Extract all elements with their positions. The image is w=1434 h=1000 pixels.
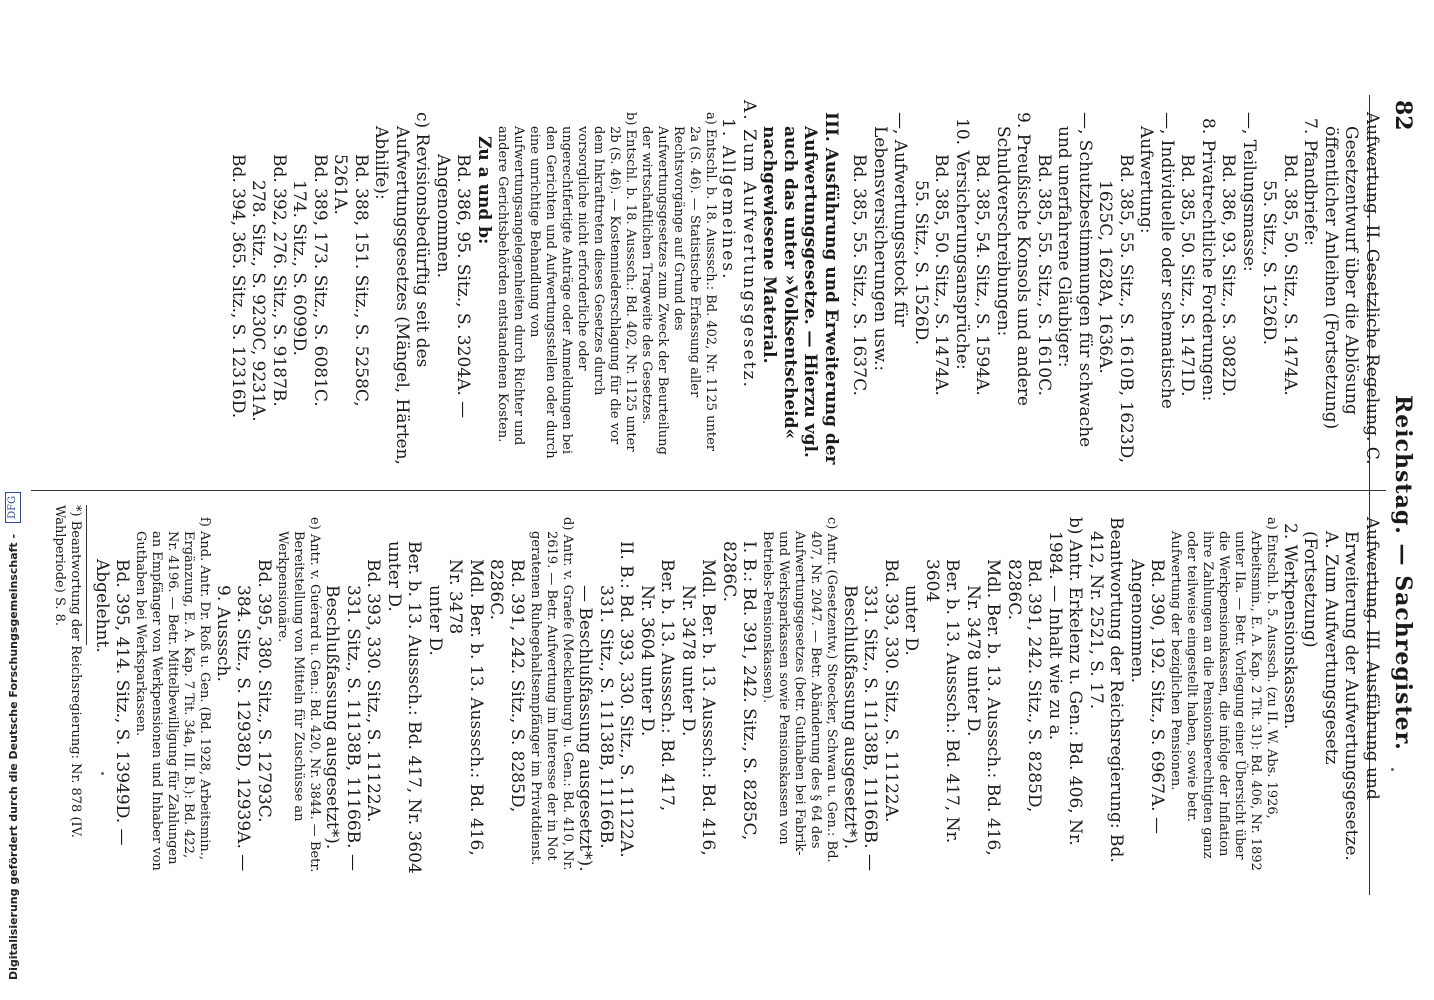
reference: Bd. 385, 50. Sitz., S. 1471D. <box>1177 154 1198 397</box>
entry-text: d) Antr. v. Graefe (Mecklenburg) u. Gen.: Bd. 410, Nr. 2619. — Betr. Aufwertung im Interesse der in Not geratenen Ruhegehaltsempfänger im Privatdienst. <box>528 517 575 871</box>
entry-text: a) Entschl. b. 18. Ausssch.: Bd. 402, Nr. 1125 unter 2a (S. 46). — Statistische Erfassung aller Rechtsvorgänge auf Grund des Aufwertungsgesetzes zum Zweck der Beurteilung der wirtschaftlichen Tragweite des Gesetzes. <box>639 112 718 455</box>
reference: Bd. 388, 151. Sitz., S. 5258C, 5261A. <box>330 154 371 407</box>
entry-text: b) Entschl. b. 18. Ausssch.: Bd. 402, Nr. 1125 unter 2b (S. 46). — Kostenniederschlagung für die vor dem Inkrafttreten dieses Gesetzes durch vorsorgliche nicht erforderliche oder ungerechtfertigte Anträge oder Anmeldungen bei den Gerichten und Aufwertungsstellen oder durch eine unrichtige Behandlung von Aufwertungsangelegenheiten durch Richter und andere Gerichtsbehörden entstandenen Kosten. <box>495 112 638 459</box>
reference: 55. Sitz., S. 1526D. <box>911 180 931 346</box>
page-header <box>1376 0 1416 1000</box>
running-title: Reichstag. — Sachregister. <box>1390 395 1416 751</box>
reference: 331. Sitz., S. 11138B, 11166B. — <box>343 585 363 871</box>
entry-text: c) Antr. (Gesetzentw.) Stoecker, Schwan u. Gen.: Bd. 407, Nr. 2047. — Betr. Abänderung des § 64 des Aufwertungsgesetzes (betr. Guthaben bei Fabrik- und Werksparkassen sowie Pensionskassen von Betriebs-Pensionskassen). <box>760 517 840 863</box>
reference: Bd. 390, 192. Sitz., S. 6967A. — Angenommen. <box>1127 559 1168 834</box>
reference: 1625C, 1628A, 1636A. <box>1095 180 1116 374</box>
reference: 9. Ausssch. <box>213 585 233 682</box>
section-heading: III. Ausführung und Erweiterung der Aufwertungsgesetze. — Hierzu vgl. auch das unter »Volksentscheid« nachgewiesene Material. <box>759 112 841 465</box>
reference: Bd. 393, 330. Sitz., S. 11122A. <box>881 559 901 823</box>
reference: Nr. 3478 unter D. <box>963 585 983 737</box>
reference: 331. Sitz., S. 11138B, 11166B. — <box>860 585 881 871</box>
reference: Mdl. Ber. b. 13. Ausssch.: Bd. 416, Nr. 3478 <box>445 559 486 856</box>
reference: Bd. 385, 54. Sitz., S. 1594A. <box>972 154 993 396</box>
reference: Bd. 391, 242. Sitz., S. 8285D, 8286C. <box>486 559 527 813</box>
entry-heading: 8. Privatrechtliche Forderungen: <box>1198 118 1218 402</box>
entry-heading: Zu a und b: <box>474 136 494 245</box>
page-number: 82 <box>1390 100 1416 131</box>
entry-text: b) Antr. Erkelenz u. Gen.: Bd. 406, Nr. 1984. — Inhalt wie zu a. <box>1045 517 1086 846</box>
digitization-credit <box>2 0 18 1000</box>
reference: Nr. 3478 unter D. <box>678 585 698 737</box>
section-continuation-heading: Aufwertung. II. Gesetzliche Regelung. C. Gesetzentwurf über die Ablösung öffentlicher Anleihen (Fortsetzung) <box>1321 112 1382 465</box>
entry-text: a) Entschl. b. 5. Ausssch. (zu II. W. Abs. 1926, Arbeitsmin., E. A. Kap. 2 Tit. 31): Bd. 406, Nr. 1892 unter IIa. — Betr. Vorlegung einer Übersicht über die Werkpensionskassen, die infolge der Inflation ihre Zahlungen an die Pensionsberechtigten ganz oder teilweise eingestellt haben, sowie betr. Aufwertung der beziglichen Pensionen. <box>1168 517 1280 871</box>
column-divider <box>31 490 1386 491</box>
entry-heading: 9. Preußische Konsols und andere Schuldverschreibungen: <box>993 112 1034 406</box>
entry-heading: —, Teilungsmasse: <box>1239 112 1259 272</box>
reference: I. B.: Bd. 391, 242. Sitz., S. 8285C, 8286C. <box>719 541 760 841</box>
reference: Nr. 3604 unter D. <box>637 585 657 737</box>
reference: Bd. 395, 414. Sitz., S. 13949D. — Abgelehnt. <box>92 559 133 846</box>
reference: 174. Sitz., S. 6099D. <box>289 180 310 356</box>
reference: Ber. b. 13. Ausssch.: Bd. 417, <box>657 559 678 812</box>
entry-heading: —, Aufwertungsstock für Lebensversicherungen usw.: <box>870 112 911 372</box>
reference: II. B.: Bd. 393, 330. Sitz., S. 11122A. <box>616 541 637 858</box>
reference: Bd. 391, 242. Sitz., S. 8285D, 8286C. <box>1004 559 1045 813</box>
subsection-heading: A. Zum Aufwertungsgesetz. <box>739 100 759 389</box>
reference: 55. Sitz., S. 1526D. <box>1259 180 1280 346</box>
reference: Ber. b. 13. Ausssch.: Bd. 417, Nr. 3604 unter D. <box>384 541 425 874</box>
entry-heading: c) Revisionsbedürftig seit des Aufwertungsgesetzes (Mängel, Härten, Abhilfe): <box>371 112 433 465</box>
reference: Bd. 389, 173. Sitz., S. 6081C. <box>310 154 330 407</box>
reference: Mdl. Ber. b. 13. Ausssch.: Bd. 416, <box>698 559 719 856</box>
reference: Beantwortung der Reichsregierung: Bd. 412, Nr. 2521, S. 17. <box>1086 517 1127 863</box>
reference: Bd. 385, 55. Sitz., S. 1610B, 1623D, <box>1116 154 1136 464</box>
reference: — Beschlußfassung ausgesetzt*). <box>575 585 596 872</box>
right-column <box>52 505 1383 875</box>
reference: Beschlußfassung ausgesetzt*). <box>840 585 860 850</box>
reference: Bd. 385, 55. Sitz., S. 1610C. <box>1034 154 1054 396</box>
reference: Bd. 386, 95. Sitz., S. 3204A. — Angenommen. <box>433 154 474 419</box>
footnote: *) Beantwortung der Reichsregierung: Nr. 878 (IV. Wahlperiode) S. 8. <box>52 505 84 838</box>
reference: Bd. 385, 55. Sitz., S. 1637C. <box>849 154 870 396</box>
footnote-rule <box>87 505 88 645</box>
entry-text: e) Antr. v. Guérard u. Gen.: Bd. 420, Nr. 3844. — Betr. Bereitstellung von Mitteln für Zuschüsse an Werkpensionäre. <box>275 517 322 873</box>
reference: Bd. 395, 380. Sitz., S. 12793C. <box>254 559 274 823</box>
reference: 278. Sitz., S. 9230C, 9231A. <box>248 180 269 422</box>
reference: Ber. b. 13. Ausssch.: Bd. 417, Nr. 3604 <box>922 559 963 844</box>
reference: Bd. 392, 276. Sitz., S. 9187B. <box>269 154 289 407</box>
reference: Bd. 386, 93. Sitz., S. 3082D. <box>1218 154 1239 397</box>
left-column <box>228 100 1383 470</box>
reference: unter D. <box>901 585 922 656</box>
reference: Bd. 393, 330. Sitz., S. 11122A. <box>363 559 384 823</box>
reference: unter D. <box>425 585 445 656</box>
reference: Bd. 394, 365. Sitz., S. 12316D. <box>228 154 248 419</box>
scan-speck <box>1391 768 1394 771</box>
entry-text: f) And. Antr. Dr. Roß u. Gen. (Bd. 1928, Arbeitsmin., Ergänzung, E. A. Kap. 7 Tit. 34a, III. B.): Bd. 422, Nr. 4196. — Betr. Mittelbewilligung für Zahlungen an Empfänger von Werkpensionen und Inhaber von Guthaben bei Werksparkassen. <box>133 517 213 871</box>
scan-speck <box>101 772 104 775</box>
reference: 331. Sitz., S. 11138B, 11166B. <box>596 585 616 849</box>
reference: Bd. 385, 50. Sitz., S. 1474A. <box>1280 154 1300 396</box>
reference: Bd. 385, 50. Sitz., S. 1474A. <box>931 154 952 396</box>
entry-heading: 10. Versicherungsansprüche: <box>952 118 972 370</box>
section-continuation-heading: Aufwertung. III. Ausführung und Erweiterung der Aufwertungsgesetze. A. Zum Aufwertungsgesetz (Fortsetzung) <box>1300 517 1382 861</box>
reference: Beschlußfassung ausgesetzt*). <box>322 585 343 850</box>
entry-heading: —, Individuelle oder schematische Aufwertung: <box>1136 112 1177 409</box>
entry-heading: 7. Pfandbriefe: <box>1300 118 1321 246</box>
entry-heading: —, Schutzbestimmungen für schwache und unerfahrene Gläubiger: <box>1054 112 1095 448</box>
subsection-heading: 1. Allgemeines. <box>718 118 739 281</box>
credit-text: Digitalisierung gefördert durch die Deutsche Forschungsgemeinschaft - <box>7 533 20 980</box>
dfg-logo: DFG <box>5 492 21 523</box>
reference: Mdl. Ber. b. 13. Ausssch.: Bd. 416, <box>983 559 1004 856</box>
subsection-heading: 2. Werkpensionskassen. <box>1280 523 1300 730</box>
reference: 384. Sitz., S. 12938D, 12939A. — <box>233 585 254 872</box>
